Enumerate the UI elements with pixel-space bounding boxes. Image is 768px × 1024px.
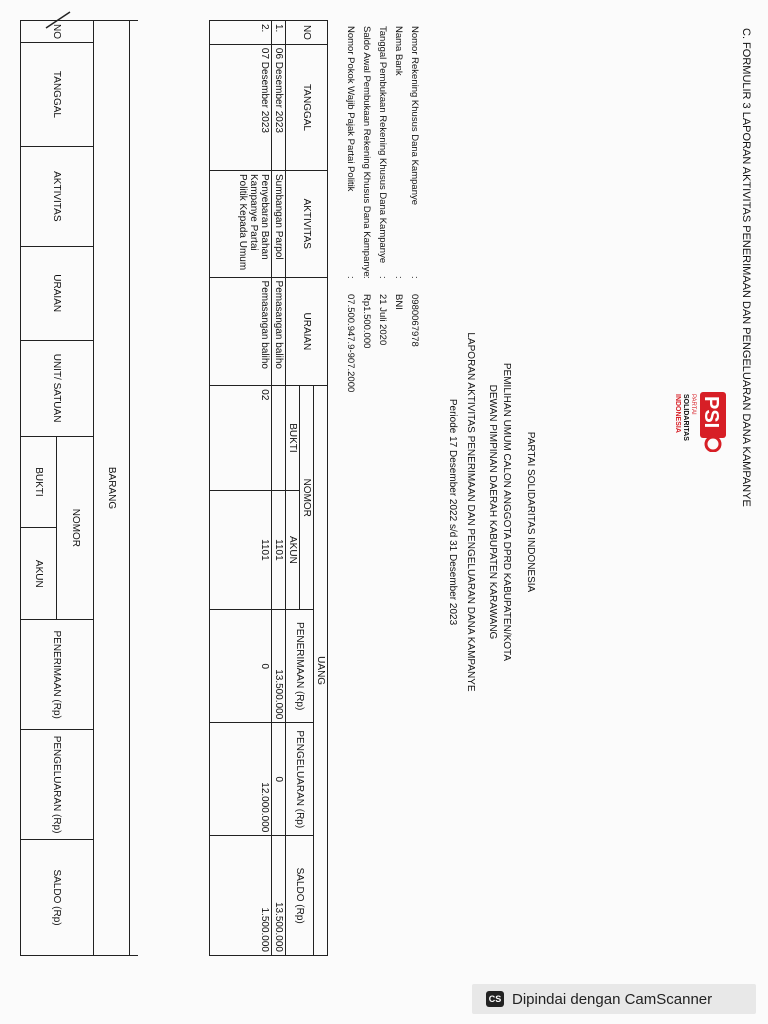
col-nomor: NOMOR (300, 386, 314, 610)
header-election: PEMILIHAN UMUM CALON ANGGOTA DPRD KABUPATEN/KOTA (501, 362, 512, 662)
col-bukti: BUKTI (286, 386, 300, 490)
header-period: Periode 17 Desember 2022 s/d 31 Desember 2023 (447, 398, 458, 626)
group-uang: UANG (314, 386, 328, 956)
cell-aktivitas: Sumbangan Parpol (272, 171, 286, 278)
cell-akun: 1101 (272, 490, 286, 610)
form-title: C. FORMULIR 3 LAPORAN AKTIVITAS PENERIMAAN DAN PENGELUARAN DANA KAMPANYE (740, 28, 752, 507)
info-label: Nama Bank (393, 26, 404, 76)
col-no: NO (286, 21, 328, 45)
logo-line3: INDONESIA (674, 394, 681, 433)
cell-akun: 1101 (210, 490, 272, 610)
cell-uraian: Pemasangan baliho (210, 277, 272, 386)
info-colon: : (409, 276, 420, 279)
group-barang: BARANG (93, 21, 129, 956)
info-initial-balance (361, 26, 372, 349)
info-colon: : (361, 276, 372, 279)
table-row (210, 21, 272, 956)
col-uraian: URAIAN (286, 277, 328, 386)
col-penerimaan: PENERIMAAN (Rp) (21, 620, 94, 730)
col-uraian: URAIAN (21, 246, 94, 340)
col-bukti: BUKTI (21, 436, 57, 528)
col-pengeluaran: PENGELUARAN (Rp) (21, 730, 94, 840)
info-colon: : (377, 276, 388, 279)
logo-mark-text: PSI (700, 396, 722, 429)
cell-pengeluaran: 12.000.000 (210, 723, 272, 836)
cell-no: 2. (210, 21, 272, 45)
info-account (409, 26, 420, 347)
header-board: DEWAN PIMPINAN DAERAH KABUPATEN KARAWANG (487, 384, 498, 640)
col-akun: AKUN (21, 528, 57, 620)
cell-tanggal: 06 Desember 2023 (272, 44, 286, 170)
cell-tanggal: 07 Desember 2023 (210, 44, 272, 170)
col-aktivitas: AKTIVITAS (286, 171, 328, 278)
info-colon: : (393, 276, 404, 279)
col-aktivitas: AKTIVITAS (21, 146, 94, 246)
info-colon: : (345, 276, 356, 279)
table-row (272, 21, 286, 956)
info-label: Nomor Rekening Khusus Dana Kampanye (409, 26, 420, 206)
logo-small-text: PARTAI (690, 394, 696, 415)
col-tanggal: TANGGAL (21, 43, 94, 147)
col-nomor: NOMOR (57, 436, 93, 620)
header-party: PARTAI SOLIDARITAS INDONESIA (525, 431, 536, 593)
uang-table (209, 20, 328, 956)
barang-table (20, 20, 138, 956)
info-label: Saldo Awal Pembukaan Rekening Khusus Dana Kampanye (361, 26, 372, 277)
col-tanggal: TANGGAL (286, 44, 328, 170)
cell-saldo: 13.500.000 (272, 836, 286, 956)
info-value: 0980067978 (409, 294, 420, 347)
cell-aktivitas: Penyebaran Bahan Kampanye Partai Politik Kepada Umum (210, 171, 272, 278)
col-saldo: SALDO (Rp) (21, 840, 94, 956)
col-saldo: SALDO (Rp) (286, 836, 314, 956)
info-value: BNI (393, 294, 404, 310)
cell-bukti (272, 386, 286, 490)
info-value: 21 Juli 2020 (377, 294, 388, 346)
info-value: 07.500.947.9-907.2000 (345, 294, 356, 393)
info-bank (393, 26, 404, 310)
camscanner-watermark (472, 984, 756, 1014)
camscanner-icon: CS (486, 991, 504, 1007)
info-label: Nomor Pokok Wajib Pajak Partai Politik (345, 26, 356, 192)
col-akun: AKUN (286, 490, 300, 610)
logo-line2: SOLIDARITAS (682, 394, 689, 441)
col-no: NO (21, 21, 94, 43)
info-label: Tanggal Pembukaan Rekening Khusus Dana Kampanye (377, 26, 388, 264)
cell-pengeluaran: 0 (272, 723, 286, 836)
col-unit: UNIT/ SATUAN (21, 340, 94, 436)
cell-bukti: 02 (210, 386, 272, 490)
cell-penerimaan: 0 (210, 610, 272, 723)
cell-penerimaan: 13.500.000 (272, 610, 286, 723)
col-pengeluaran: PENGELUARAN (Rp) (286, 723, 314, 836)
info-open-date (377, 26, 388, 346)
header-report: LAPORAN AKTIVITAS PENERIMAAN DAN PENGELUARAN DANA KAMPANYE (465, 332, 476, 692)
info-value: Rp1.500.000 (361, 294, 372, 349)
info-npwp (345, 26, 356, 393)
party-logo (674, 392, 726, 452)
watermark-text: Dipindai dengan CamScanner (512, 990, 713, 1008)
barang-top-rule (130, 21, 139, 956)
cell-uraian: Pemasangan baliho (272, 277, 286, 386)
cell-no: 1. (272, 21, 286, 45)
cell-saldo: 1.500.000 (210, 836, 272, 956)
col-penerimaan: PENERIMAAN (Rp) (286, 610, 314, 723)
